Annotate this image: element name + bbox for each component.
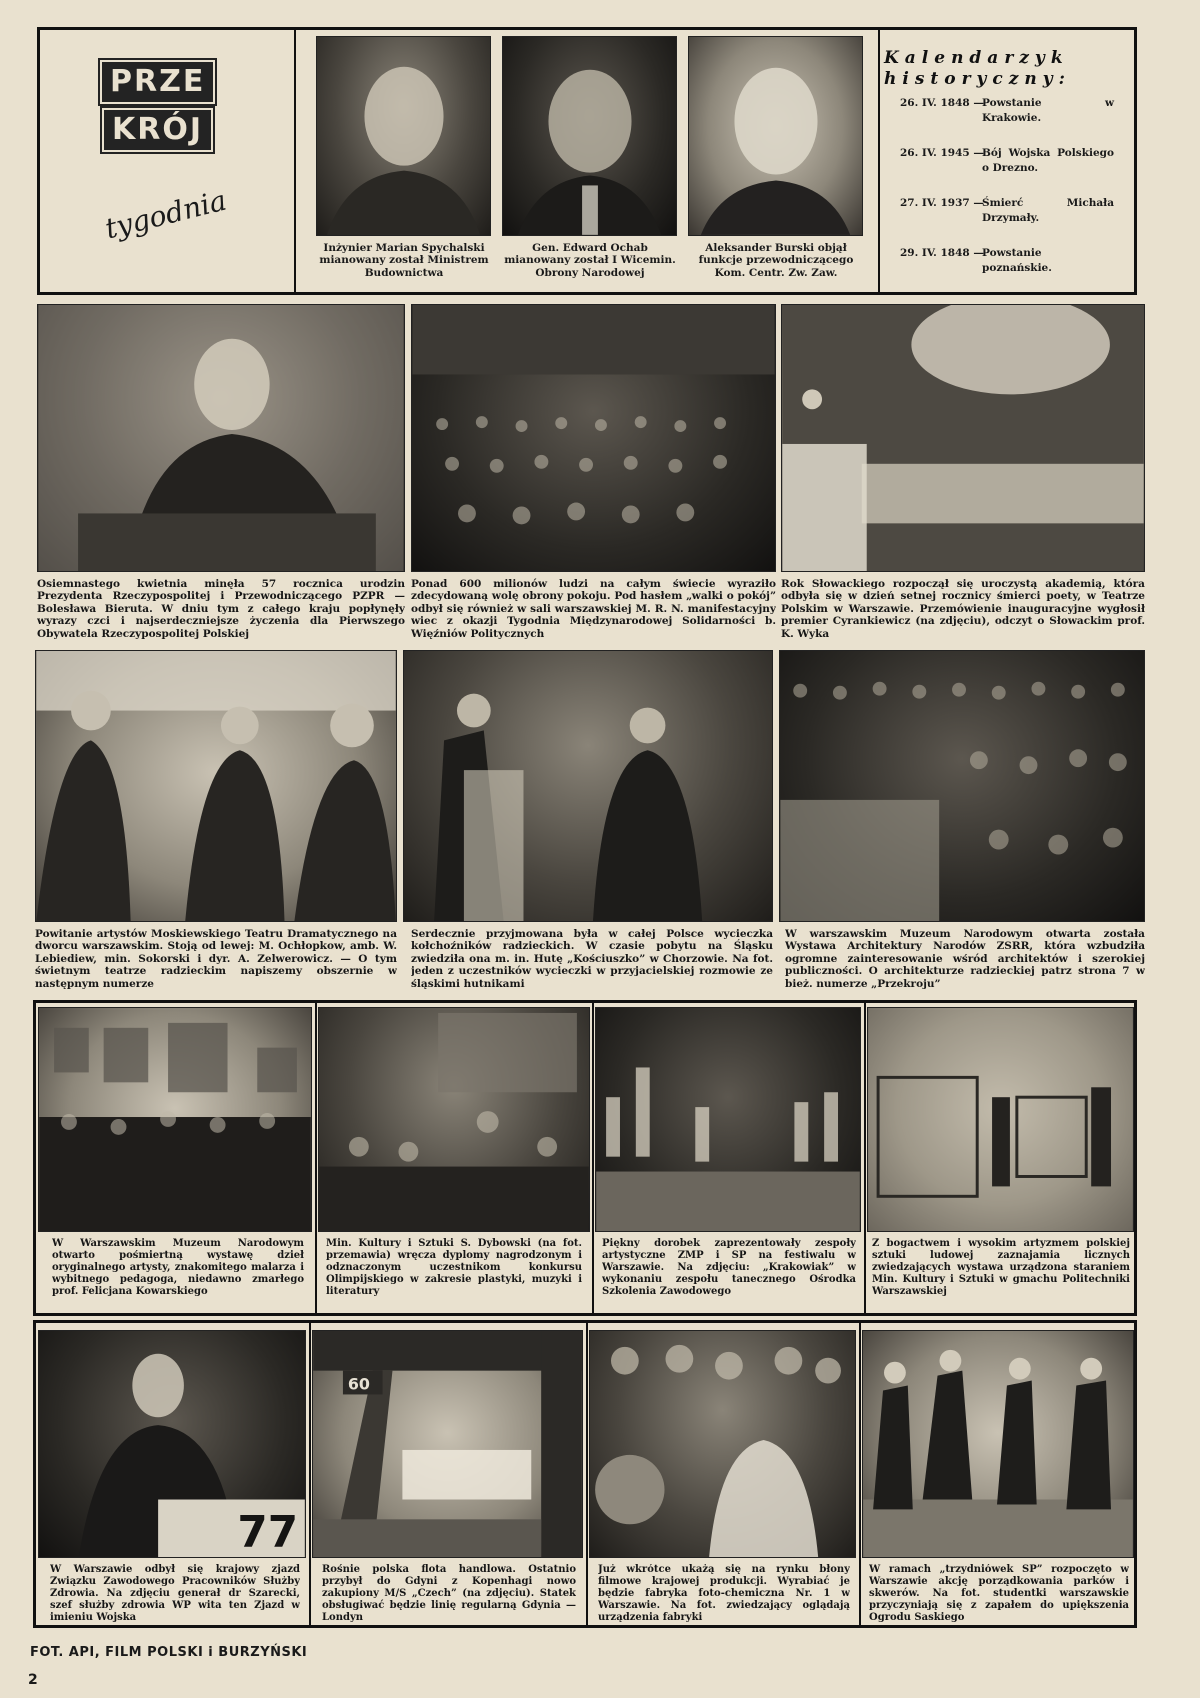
photo-station-welcome	[35, 650, 397, 922]
photo-ms-czech-ship	[312, 1330, 583, 1558]
photo-caption: Min. Kultury i Sztuki S. Dybowski (na fot. przemawia) wręcza dyplomy nagrodzonym i odznaczonym uczestnikom konkursu Olimpijskiego w zakresie plastyki, muzyki i literatury	[326, 1238, 582, 1297]
logo-script: tygodnia	[101, 183, 230, 246]
portrait-photo-burski	[688, 36, 863, 236]
photo-stage-icon	[782, 305, 1144, 571]
photo-caption: Osiemnastego kwietnia minęła 57 rocznica urodzin Prezydenta Rzeczypospolitej i Przewodniczącego PZPR — Bolesława Bieruta. W dniu tym z całego kraju popłynęły wyrazy czci i najserdeczniejsze życzenia dla Pierwszego Obywatela Rzeczypospolitej Polskiej	[37, 578, 405, 640]
portrait-photo-spychalski	[316, 36, 491, 236]
calendar-title: Kalendarzyk historyczny:	[884, 48, 1071, 89]
photo-group-icon	[36, 651, 396, 921]
photo-saxon-garden	[862, 1330, 1134, 1558]
photo-credits: FOT. API, FILM POLSKI i BURZYŃSKI	[30, 1645, 308, 1660]
photo-harbor-icon	[313, 1331, 582, 1557]
photo-caption: W ramach „trzydniówek SP” rozpoczęto w Warszawie akcję porządkowania parków i skwerów. Na fot. studentki warszawskie przyczyniają się z zapałem do upiększenia Ogrodu Saskiego	[869, 1564, 1129, 1623]
row4-divider	[315, 1003, 317, 1313]
row5-divider	[586, 1323, 588, 1625]
crane-number: 60	[347, 1374, 370, 1394]
calendar-entry	[900, 196, 1114, 226]
photo-ceremony-icon	[319, 1008, 589, 1231]
photo-architecture-exhibition	[779, 650, 1145, 922]
calendar-entry	[900, 96, 1114, 126]
photo-display-cases-icon	[868, 1008, 1133, 1231]
photo-caption: Z bogactwem i wysokim artyzmem polskiej sztuki ludowej zaznajamia licznych zwiedzających wystawa urządzona staraniem Min. Kultury i Sztuki w gmachu Politechniki Warszawskiej	[872, 1238, 1130, 1297]
photo-film-factory	[589, 1330, 856, 1558]
portrait-caption: Aleksander Burski objął funkcje przewodniczącego Kom. Centr. Zw. Zaw.	[698, 242, 854, 279]
calendar-text: Powstanie w Krakowie.	[982, 97, 1114, 124]
photo-caption: Już wkrótce ukażą się na rynku błony filmowe krajowej produkcji. Wyrabiać je będzie fabryka foto-chemiczna Nr. 1 w Warszawie. Na fot. zwiedzający oglądają urządzenia fabryki	[598, 1564, 850, 1623]
photo-meeting-hall	[411, 304, 776, 572]
calendar-entry	[900, 246, 1114, 276]
masthead-divider	[878, 30, 880, 292]
calendar-text: Powstanie poznańskie.	[982, 247, 1052, 274]
photo-caption: Rośnie polska flota handlowa. Ostatnio przybył do Gdyni z Kopenhagi nowo zakupiony M/S „Czech” (na zdjęciu). Statek obsługiwać będzie linię regularną Gdynia — Londyn	[322, 1564, 576, 1623]
photo-dybowski-awards	[318, 1007, 590, 1232]
photo-caption: W warszawskim Muzeum Narodowym otwarta została Wystawa Architektury Narodów ZSRR, która wzbudziła ogromne zainteresowanie wśród architektów i szerokiej publiczności. O architekturze radzieckiej patrz strona 7 w bież. numerze „Przekroju”	[785, 928, 1145, 990]
photo-caption: Ponad 600 milionów ludzi na całym świecie wyraziło zdecydowaną wolę obrony pokoju. Pod hasłem „walki o pokój” odbył się również w sali warszawskiej M. R. N. manifestacyjny wiec z okazji Tygodnia Międzynarodowej Solidarności b. Więźniów Politycznych	[411, 578, 776, 640]
photo-speaker-icon	[39, 1331, 305, 1557]
photo-caption: Powitanie artystów Moskiewskiego Teatru Dramatycznego na dworcu warszawskim. Stoją od lewej: M. Ochłopkow, amb. W. Lebiediew, min. Sokorski i dyr. A. Zelwerowicz. — O tym świetnym teatrze radzieckim napiszemy obszernie w następnym numerze	[35, 928, 397, 990]
photo-bierut-desk	[37, 304, 405, 572]
photo-caption: W Warszawie odbył się krajowy zjazd Związku Zawodowego Pracowników Służby Zdrowia. Na zdjęciu generał dr Szarecki, szef służby zdrowia WP wita ten Zjazd w imieniu Wojska	[50, 1564, 300, 1623]
calendar-date: 26. IV. 1848 —	[900, 97, 984, 109]
calendar-date: 27. IV. 1937 —	[900, 197, 984, 209]
photo-krakowiak-dance	[595, 1007, 861, 1232]
portrait-photo-ochab	[502, 36, 677, 236]
photo-workers-icon	[404, 651, 772, 921]
photo-gallery-icon	[39, 1008, 311, 1231]
calendar-date: 29. IV. 1848 —	[900, 247, 984, 259]
photo-crowd-icon	[780, 651, 1144, 921]
photo-slowacki-academy	[781, 304, 1145, 572]
row4-divider	[864, 1003, 866, 1313]
photo-caption: Rok Słowackiego rozpoczął się uroczystą akademią, która odbyła się w dzień setnej rocznicy śmierci poety, w Teatrze Polskim w Warszawie. Przemówienie inauguracyjne wygłosił premier Cyrankiewicz (na zdjęciu), odczyt o Słowackim prof. K. Wyka	[781, 578, 1145, 640]
photo-szarecki-podium	[38, 1330, 306, 1558]
row4-divider	[592, 1003, 594, 1313]
logo-line-2: KRÓJ	[102, 108, 213, 152]
portrait-silhouette-icon	[317, 37, 490, 235]
podium-number: 77	[237, 1508, 299, 1557]
calendar-entry	[900, 146, 1114, 176]
photo-crowd-icon	[412, 305, 775, 571]
photo-caption: Serdecznie przyjmowana była w całej Polsce wycieczka kołchoźników radzieckich. W czasie pobytu na Śląsku zwiedziła ona m. in. Hutę „Kościuszko” w Chorzowie. Na fot. jeden z uczestników wycieczki w przyjacielskiej rozmowie ze śląskimi hutnikami	[411, 928, 773, 990]
portrait-silhouette-icon	[503, 37, 676, 235]
photo-kowarski-exhibition	[38, 1007, 312, 1232]
calendar-date: 26. IV. 1945 —	[900, 147, 984, 159]
photo-caption: W Warszawskim Muzeum Narodowym otwarto pośmiertną wystawę dzieł oryginalnego artysty, znakomitego malarza i wybitnego pedagoga, niedawno zmarłego prof. Felicjana Kowarskiego	[52, 1238, 304, 1297]
photo-kolkhoz-visit	[403, 650, 773, 922]
portrait-caption: Gen. Edward Ochab mianowany został I Wicemin. Obrony Narodowej	[504, 242, 676, 279]
photo-dancers-icon	[596, 1008, 860, 1231]
masthead-divider	[294, 30, 296, 292]
photo-caption: Piękny dorobek zaprezentowały zespoły artystyczne ZMP i SP na festiwalu w Warszawie. Na zdjęciu: „Krakowiak” w wykonaniu zespołu tanecznego Ośrodka Szkolenia Zawodowego	[602, 1238, 856, 1297]
logo-line-1: PRZE	[100, 60, 215, 104]
row5-divider	[309, 1323, 311, 1625]
portrait-caption: Inżynier Marian Spychalski mianowany został Ministrem Budownictwa	[319, 242, 489, 279]
row5-divider	[859, 1323, 861, 1625]
portrait-silhouette-icon	[689, 37, 862, 235]
przekroj-logo	[94, 60, 244, 152]
photo-folk-art-exhibition	[867, 1007, 1134, 1232]
page-number: 2	[28, 1672, 38, 1688]
calendar-text: Śmierć Michała Drzymały.	[982, 197, 1114, 224]
photo-visitors-icon	[590, 1331, 855, 1557]
photo-scene-icon	[38, 305, 404, 571]
calendar-text: Bój Wojska Polskiego o Drezno.	[982, 147, 1114, 174]
photo-students-icon	[863, 1331, 1133, 1557]
